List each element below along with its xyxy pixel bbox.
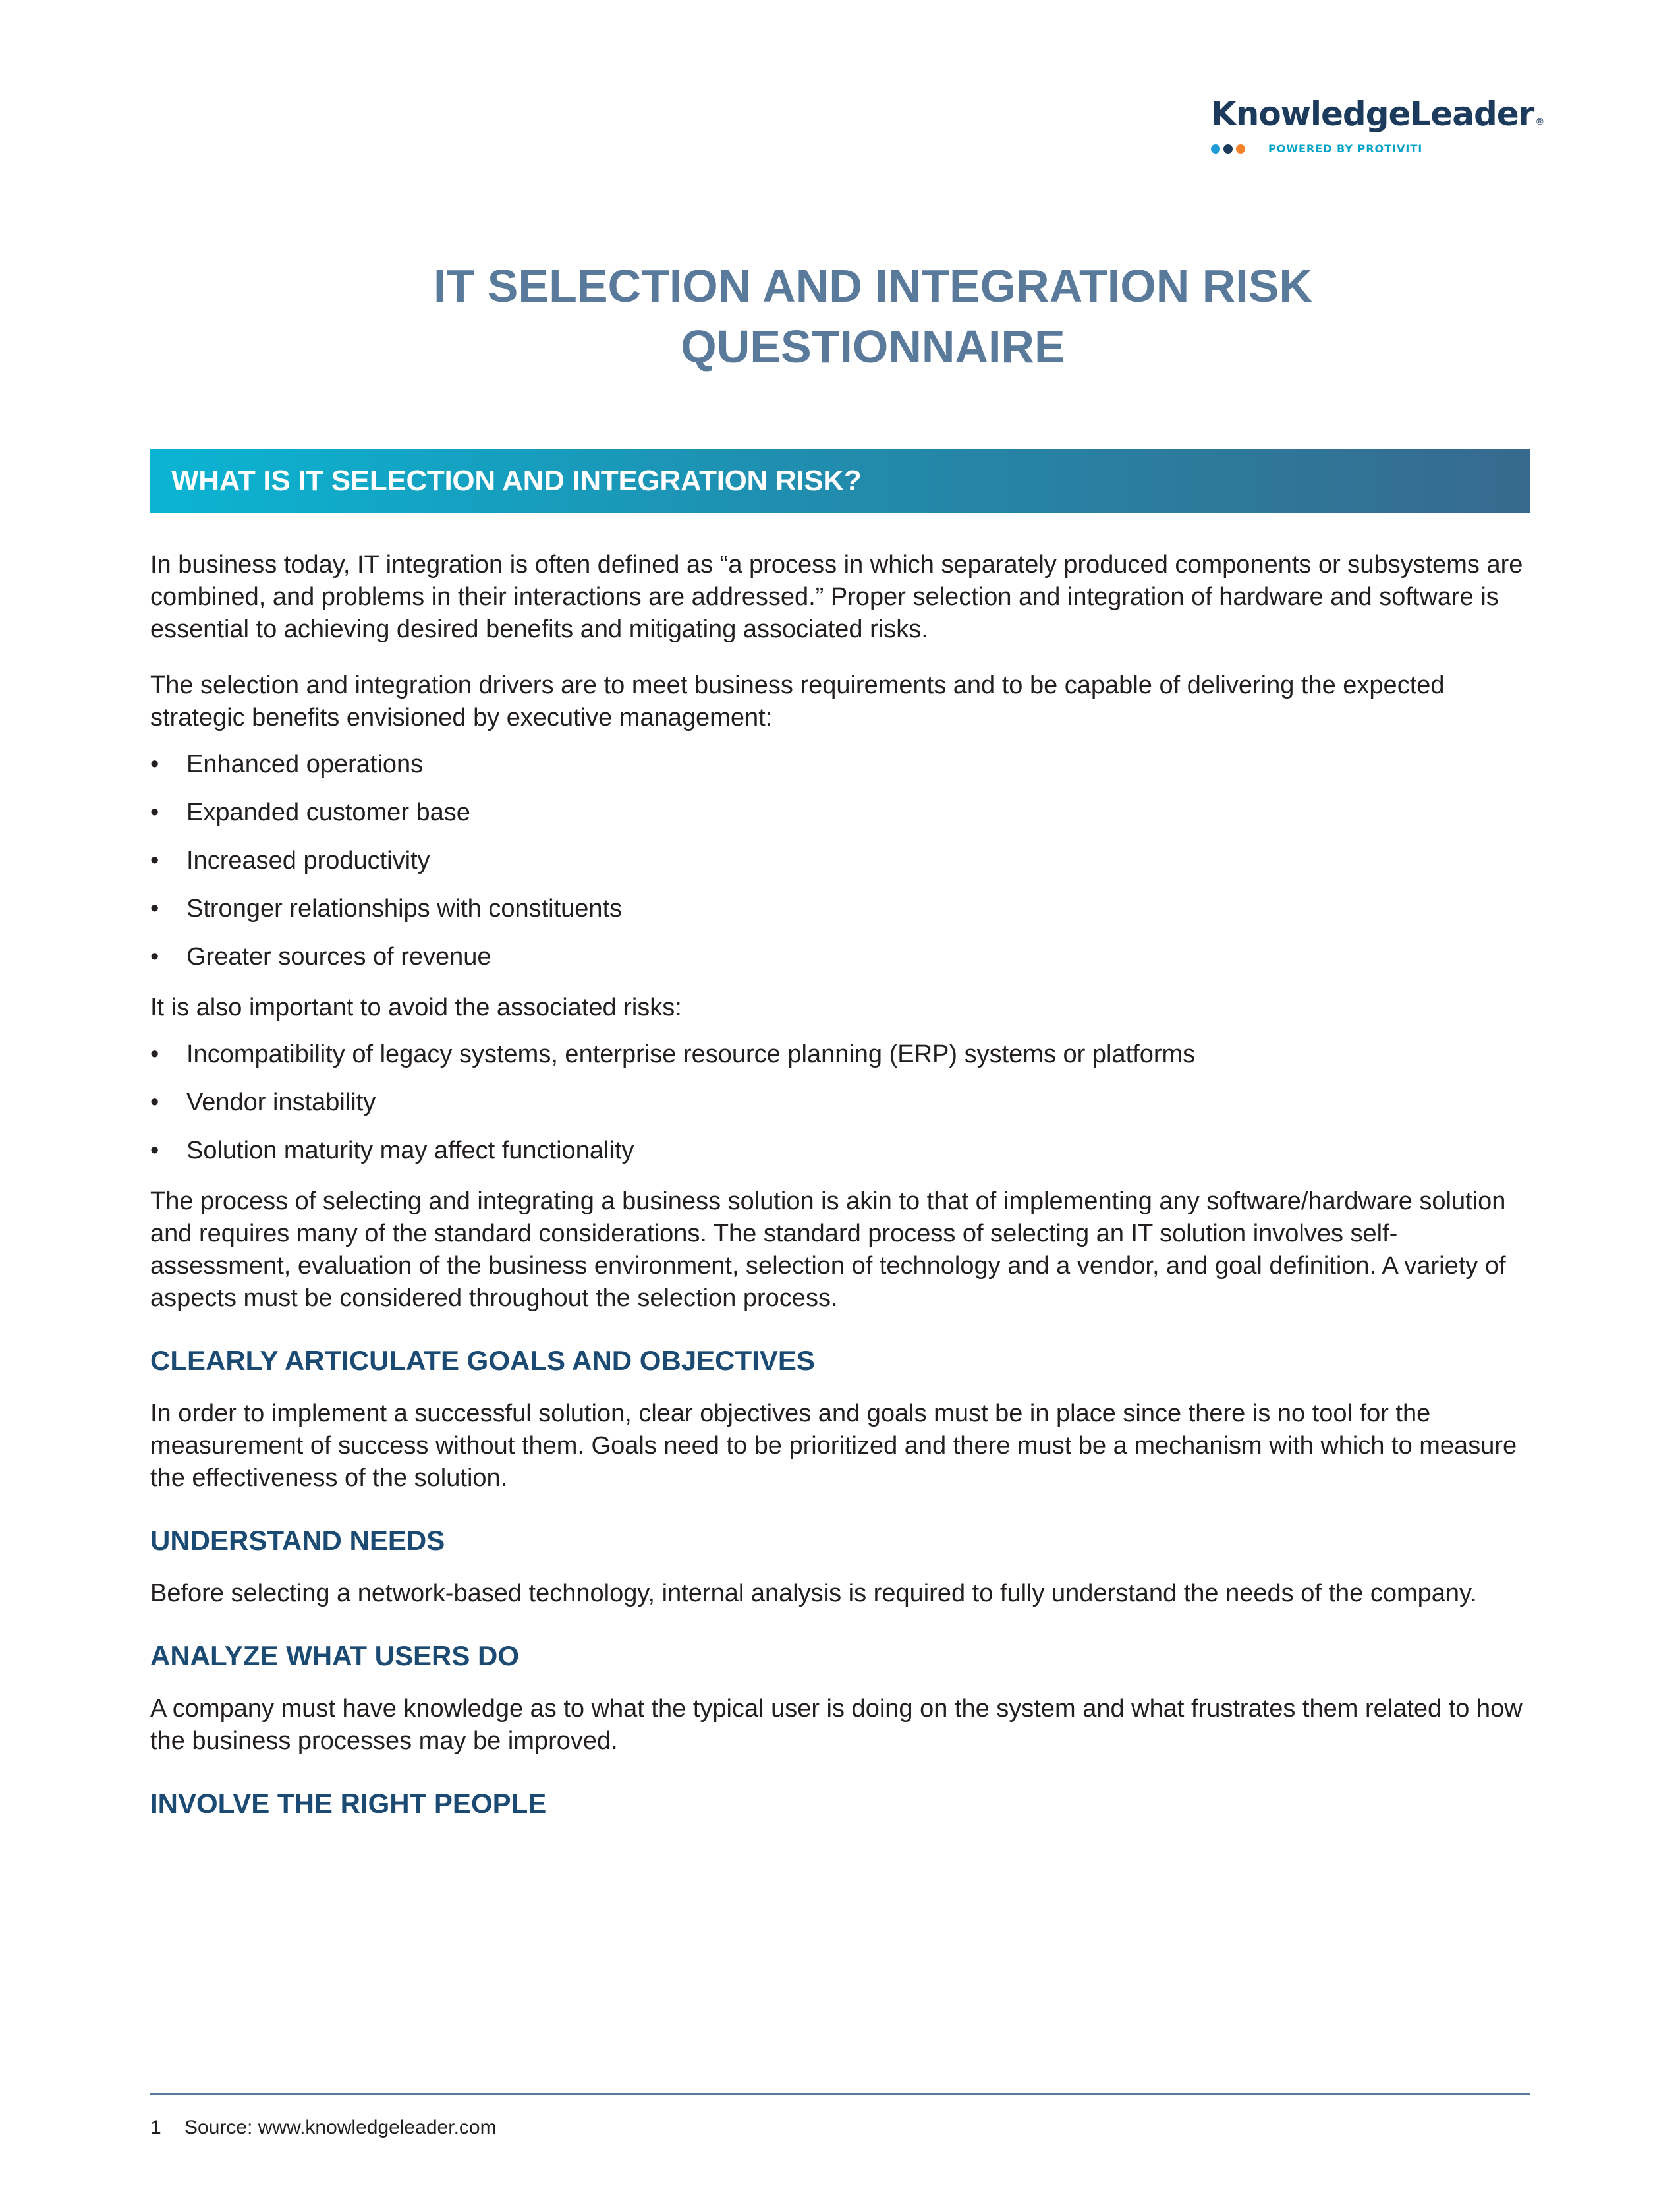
page-number: 1 — [150, 2117, 161, 2138]
list-item: • Solution maturity may affect functionality — [150, 1135, 1530, 1167]
list-item: • Expanded customer base — [150, 797, 1530, 829]
footer-source: Source: www.knowledgeleader.com — [184, 2117, 497, 2138]
list-item: • Greater sources of revenue — [150, 941, 1530, 973]
logo-wordmark: KnowledgeLeader ® — [1211, 95, 1544, 133]
list-item: • Incompatibility of legacy systems, enterprise resource planning (ERP) systems or platforms — [150, 1039, 1530, 1071]
paragraph-goals-objectives: In order to implement a successful solution, clear objectives and goals must be in place since there is no tool for the measurement of success without them. Goals need to be prioritized and there must be a mechanism with which to measure the effectiveness of the solution. — [150, 1400, 1517, 1492]
paragraph-understand-needs: Before selecting a network-based technology, internal analysis is required to fully understand the needs of the company. — [150, 1580, 1477, 1607]
list-item: • Increased productivity — [150, 845, 1530, 877]
intro-paragraph-1: In business today, IT integration is often defined as “a process in which separately produced components or subsystems are combined, and problems in their interactions are addressed.” Proper selection and integration of hardware and software is essential to achieving desired benefits and mitigating associated risks. — [150, 551, 1523, 643]
logo-subline — [1211, 142, 1527, 155]
logo-dot-blue — [1211, 144, 1220, 154]
list-item: • Vendor instability — [150, 1087, 1530, 1119]
registered-mark: ® — [1535, 117, 1544, 127]
document-title-line-2: QUESTIONNAIRE — [681, 321, 1065, 372]
intro-paragraph-3: It is also important to avoid the associated risks: — [150, 994, 682, 1021]
document-title — [132, 256, 1614, 377]
logo-dot-orange — [1236, 144, 1245, 154]
benefits-list — [150, 749, 1530, 973]
heading-analyze-users: ANALYZE WHAT USERS DO — [150, 1640, 520, 1671]
paragraph-analyze-users: A company must have knowledge as to what the typical user is doing on the system and what frustrates them related to how the business processes may be improved. — [150, 1695, 1523, 1755]
list-item: • Enhanced operations — [150, 749, 1530, 781]
knowledgeleader-logo — [1211, 91, 1544, 155]
intro-paragraph-2: The selection and integration drivers are to meet business requirements and to be capable of delivering the expected strategic benefits envisioned by executive management: — [150, 671, 1445, 731]
document-title-line-1: IT SELECTION AND INTEGRATION RISK — [434, 260, 1312, 312]
section-banner — [150, 449, 1530, 513]
heading-goals-objectives: CLEARLY ARTICULATE GOALS AND OBJECTIVES — [150, 1345, 815, 1376]
list-item: • Stronger relationships with constituents — [150, 893, 1530, 925]
document-body — [150, 549, 1530, 1840]
risks-list — [150, 1039, 1530, 1167]
logo-tagline: POWERED BY PROTIVITI — [1268, 142, 1423, 155]
heading-involve-people: INVOLVE THE RIGHT PEOPLE — [150, 1788, 547, 1819]
heading-understand-needs: UNDERSTAND NEEDS — [150, 1525, 445, 1556]
logo-dot-navy — [1223, 144, 1233, 154]
section-banner-text: WHAT IS IT SELECTION AND INTEGRATION RISK? — [171, 465, 862, 497]
page-footer — [150, 2117, 497, 2139]
footer-divider — [150, 2093, 1530, 2095]
intro-paragraph-4: The process of selecting and integrating a business solution is akin to that of implementing any software/hardware solution and requires many of the standard considerations. The standard process of selecting an IT solution involves self-assessment, evaluation of the business environment, selection of technology and a vendor, and goal definition. A variety of aspects must be considered throughout the selection process. — [150, 1187, 1506, 1312]
